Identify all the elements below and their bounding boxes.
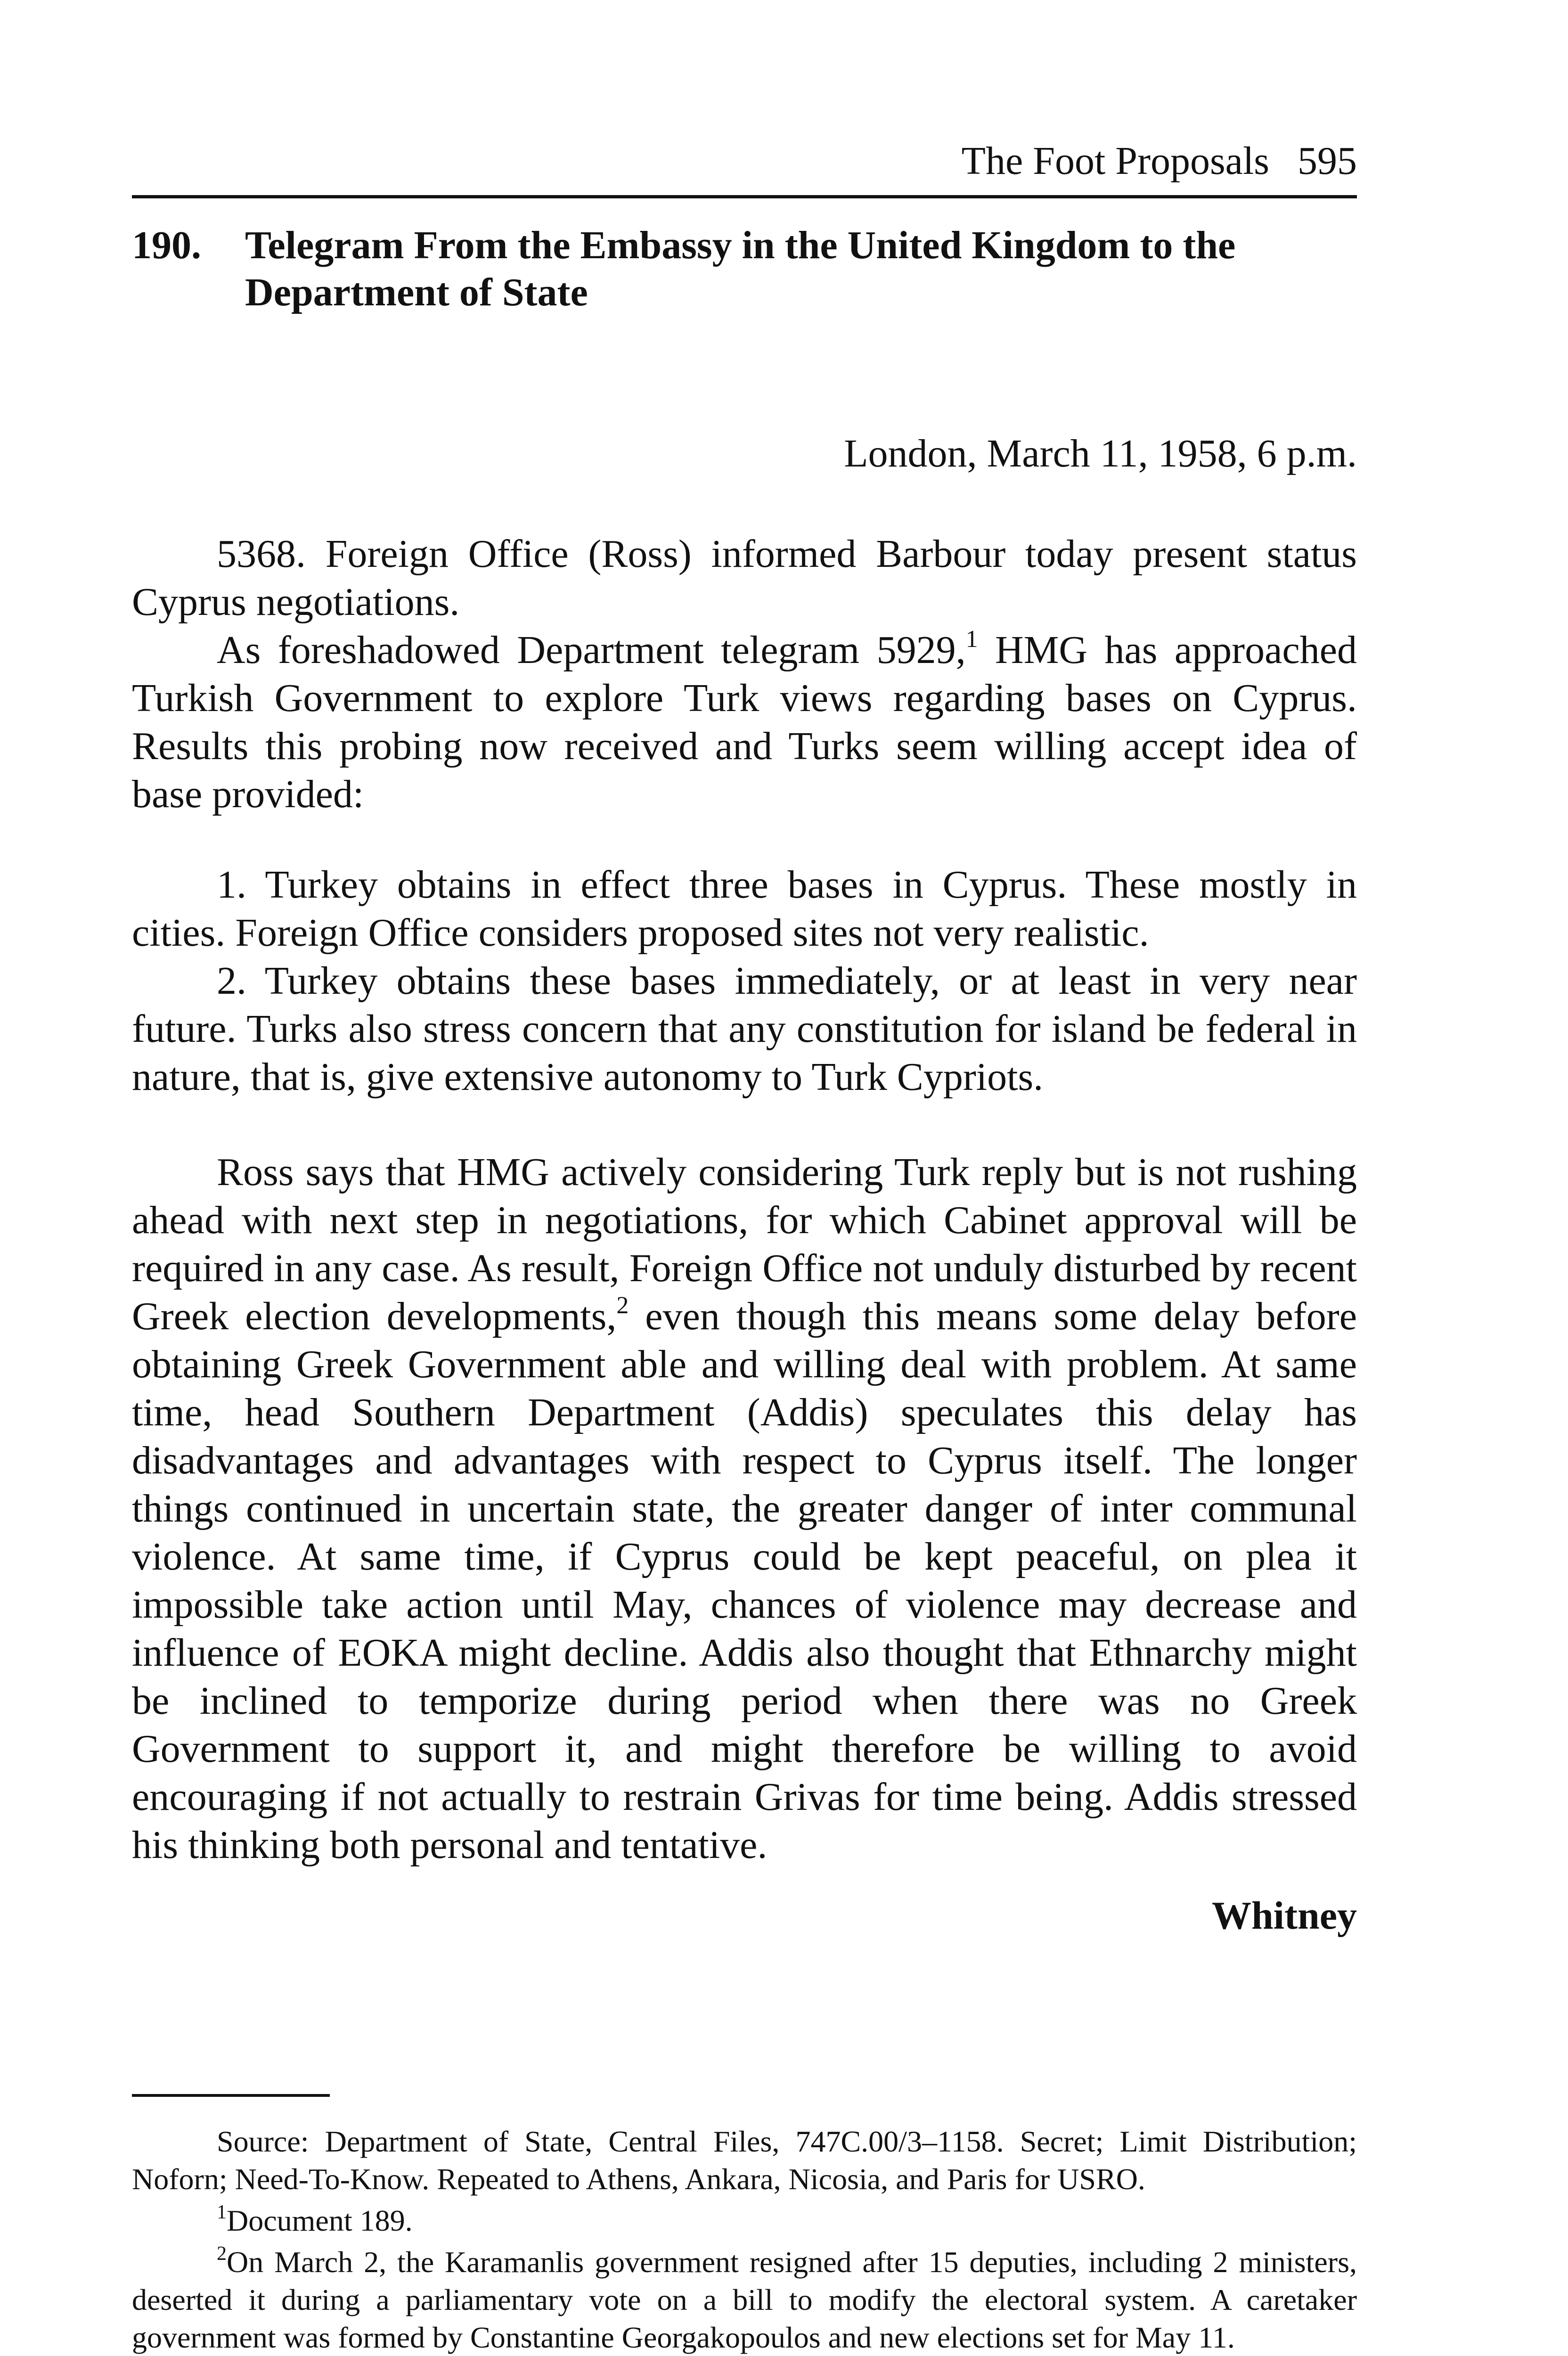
- footnotes: [132, 2123, 1357, 2356]
- footnote-1: [132, 2202, 1357, 2240]
- document-title: Telegram From the Embassy in the United Kingdom to the Department of State: [245, 223, 1236, 314]
- source-note: Source: Department of State, Central Files, 747C.00/3–1158. Secret; Limit Distribution; Noforn; Need-To-Know. Repeated to Athens, Ankara, Nicosia, and Paris for USRO.: [132, 2125, 1357, 2196]
- paragraph-2-text-a: As foreshadowed Department telegram 5929,: [217, 628, 966, 672]
- footnote-2: [132, 2243, 1357, 2356]
- document-page: [132, 141, 1357, 2356]
- page-number: 595: [1298, 139, 1357, 183]
- footnote-1-text: Document 189.: [227, 2204, 413, 2237]
- running-head: [132, 141, 1357, 198]
- telegram-body: [132, 530, 1357, 1869]
- list-item-2: 2. Turkey obtains these bases immediately, or at least in very near future. Turks also stress concern that any constitution for island be federal in nature, that is, give extensive autonomy to Turk Cypriots.: [132, 959, 1357, 1099]
- footnote-divider: [132, 2094, 330, 2097]
- footnote-ref-2[interactable]: 2: [616, 1292, 629, 1319]
- document-number: 190.: [132, 223, 201, 267]
- signature: Whitney: [1211, 1894, 1357, 1938]
- footnote-1-mark: 1: [217, 2201, 227, 2223]
- paragraph-1: 5368. Foreign Office (Ross) informed Barbour today present status Cyprus negotiations.: [132, 532, 1357, 624]
- paragraph-2-text-b: HMG has approached Turkish Government to explore Turk views regarding bases on Cyprus. Results this probing now received and Turks seem willing accept idea of base provided:: [132, 628, 1357, 816]
- footnote-ref-1[interactable]: 1: [965, 626, 978, 653]
- paragraph-3-text-a: Ross says that HMG actively considering Turk reply but is not rushing ahead with next step in negotiations, for which Cabinet approval will be required in any case. As result, Foreign Office not unduly disturbed by recent Greek election developments,: [132, 1150, 1357, 1338]
- running-head-title: The Foot Proposals: [961, 139, 1269, 183]
- paragraph-2: [132, 626, 1357, 818]
- footnote-2-text: On March 2, the Karamanlis government resigned after 15 deputies, including 2 ministers, deserted it during a parliamentary vote on a bill to modify the electoral system. A caretaker government was formed by Constantine Georgakopoulos and new elections set for May 11.: [132, 2245, 1357, 2354]
- paragraph-3-text-b: even though this means some delay before obtaining Greek Government able and willing deal with problem. At same time, head Southern Department (Addis) speculates this delay has disadvantages and advantages with respect to Cyprus itself. The longer things continued in uncertain state, the greater danger of inter communal violence. At same time, if Cyprus could be kept peaceful, on plea it impossible take action until May, chances of violence may decrease and influence of EOKA might decline. Addis also thought that Ethnarchy might be inclined to temporize during period when there was no Greek Government to support it, and might therefore be willing to avoid encouraging if not actually to restrain Grivas for time being. Addis stressed his thinking both personal and tentative.: [132, 1294, 1357, 1867]
- document-heading: [132, 222, 1357, 316]
- paragraph-3: [132, 1148, 1357, 1869]
- dateline: London, March 11, 1958, 6 p.m.: [844, 432, 1357, 475]
- list-item-1: 1. Turkey obtains in effect three bases in Cyprus. These mostly in cities. Foreign Office considers proposed sites not very realistic.: [132, 863, 1357, 955]
- footnote-2-mark: 2: [217, 2243, 227, 2265]
